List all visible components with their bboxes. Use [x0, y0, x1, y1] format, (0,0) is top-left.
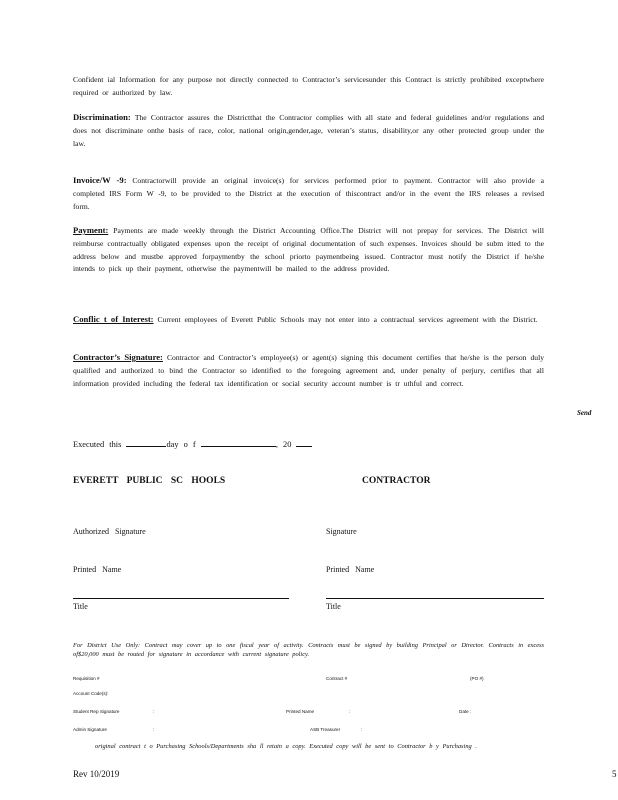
printed-name-label: Printed Name — [286, 709, 315, 714]
discrimination-title: Discrimination: — [73, 112, 131, 122]
conflict-paragraph — [73, 313, 544, 327]
district-title-label: Title — [73, 602, 88, 611]
contract-number-label: Contract # — [326, 676, 348, 681]
signature-clause-text: Contractor and Contractor’s employee(s) or agent(s) signing this document certifies that he/she is the person duly qualified and authorized to bind the Contractor so identified to the foregoing agreement and, under penalty of perjury, certifies that all information provided including the federal tax identification or social security account number is tr uthful and correct. — [73, 353, 544, 388]
invoice-text: Contractorwill provide an original invoice(s) for services performed prior to payment. Contractor will also provide a completed IRS Form W -9, to be provided to the District at the execution of thiscontract and/or in the event the IRS releases a revised form. — [73, 176, 545, 211]
day-field[interactable] — [126, 438, 166, 447]
contractor-title-label: Title — [326, 602, 341, 611]
conflict-text: Current employees of Everett Public Schools may not enter into a contractual services agreement with the District. — [157, 315, 538, 324]
payment-title: Payment: — [73, 225, 109, 235]
signature-clause-paragraph — [73, 351, 544, 390]
contractor-signature-label: Signature — [326, 527, 357, 536]
admin-signature-colon: : — [153, 727, 155, 732]
contractor-heading: CONTRACTOR — [362, 476, 431, 486]
confidential-text: for any purpose not directly connected to Contractor’s servicesunder this Contract is strictly prohibited exceptwhere required or authorized by law. — [73, 75, 544, 97]
po-label: (PO #) — [470, 676, 484, 681]
signature-clause-title: Contractor’s Signature: — [73, 352, 163, 362]
district-use-note: For District Use Only: Contract may cover up to one fiscal year of activity. Contracts must be signed by building Principal or Director. Contracts in excess of$20,000 must be routed for signature in accordance with current signature policy. — [73, 642, 544, 658]
executed-year-label: , 20 — [275, 440, 292, 449]
district-printed-name-label: Printed Name — [73, 565, 122, 574]
district-title-line[interactable] — [73, 598, 289, 599]
revision-label: Rev 10/2019 — [73, 769, 120, 779]
payment-text: Payments are made weekly through the District Accounting Office.The District will not prepay for services. The District will reimburse contractually obligated expenses upon the receipt of original documentation of such expenses. Invoices should be subm itted to the address below and mustbe approved forpaymentby the school priorto paymentbeing issued. Contractor must notify the District if he/she intends to pick up their payment, otherwise the paymentwill be mailed to the address provided. — [73, 226, 544, 274]
month-field[interactable] — [201, 438, 276, 447]
student-rep-signature-label: Student Rep Signature — [73, 709, 120, 714]
page-number: 5 — [612, 769, 617, 779]
discrimination-paragraph — [73, 111, 544, 150]
contractor-printed-name-label: Printed Name — [326, 565, 375, 574]
confidential-paragraph — [73, 74, 544, 100]
invoice-paragraph — [73, 174, 544, 213]
send-label: Send — [577, 409, 592, 417]
discrimination-text: The Contractor assures the Districtthat the Contractor complies with all state and federal guidelines and/or regulations and does not discriminate onthe basis of race, color, national origin,gender,age, veteran’s status, disability,or any other protected group under the law. — [73, 113, 544, 148]
admin-signature-label: Admin Signature — [73, 727, 107, 732]
printed-name-colon: : — [349, 709, 351, 714]
year-field[interactable] — [296, 438, 312, 447]
student-rep-colon: : — [153, 709, 155, 714]
date-label: Date : — [459, 709, 472, 714]
conflict-title: Conflic t of Interest: — [73, 314, 154, 324]
confidential-title: Confident ial Information — [73, 75, 156, 84]
executed-prefix: Executed this — [73, 440, 122, 449]
contractor-title-line[interactable] — [326, 598, 544, 599]
payment-paragraph — [73, 224, 544, 276]
asb-treasurer-label: ASB Treasurer — [310, 727, 341, 732]
account-code-label: Account Code(s): — [73, 691, 109, 696]
executed-line — [73, 438, 312, 449]
authorized-signature-label: Authorized Signature — [73, 527, 146, 536]
invoice-title: Invoice/W -9: — [73, 175, 127, 185]
executed-day-label: day o f — [166, 440, 196, 449]
routing-note: original contract t o Purchasing Schools/Departments sha ll retain a copy. Executed copy will be sent to Contractor b y Purchasing . — [95, 743, 477, 750]
asb-treasurer-colon: : — [361, 727, 363, 732]
district-heading: EVERETT PUBLIC SC HOOLS — [73, 476, 226, 486]
requisition-label: Requisition # — [73, 676, 100, 681]
